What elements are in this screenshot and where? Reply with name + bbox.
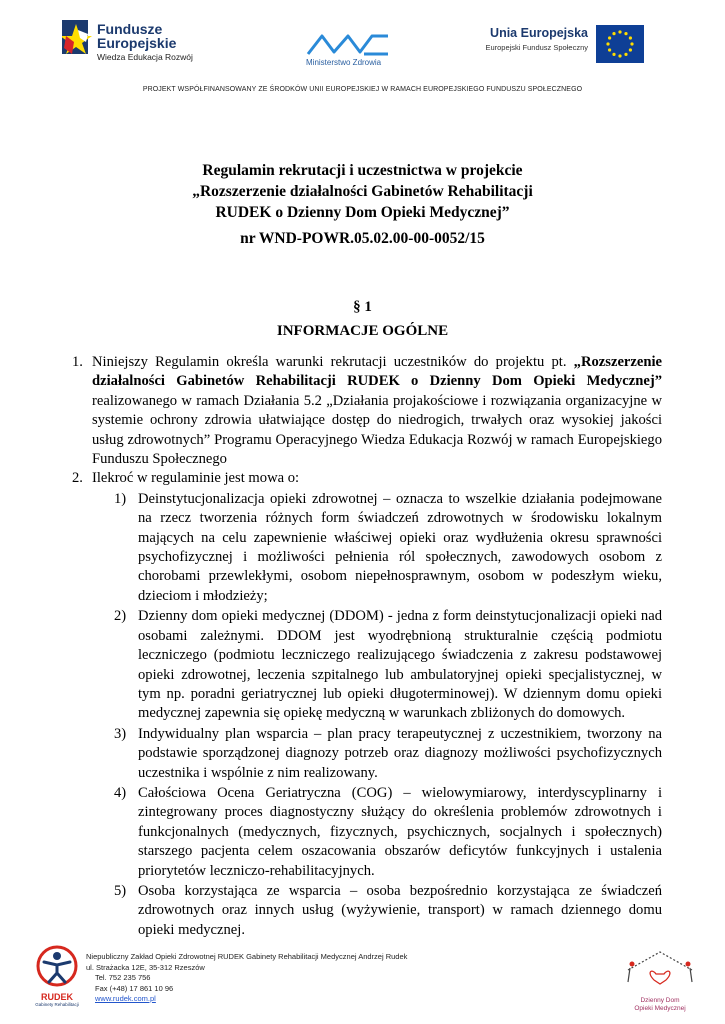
definition-number: 1): [114, 490, 127, 507]
unia-europejska-text: [484, 26, 588, 52]
footer-tel: Tel. 752 235 756: [95, 973, 151, 982]
item2-text: Ilekroć w regulaminie jest mowa o:: [92, 470, 300, 487]
section-heading: INFORMACJE OGÓLNE: [276, 323, 449, 339]
definition-text: Dzienny dom opieki medycznej (DDOM) - jedna z form deinstytucjonalizacji opieki nad osobami zależnymi. DDOM jest wyodrębnioną strukturalnie częścią podmiotu leczniczego (podmiotu leczniczego realizującego świadczenia z zakresu podstawowej opieki zdrowotnej, leczenia szpitalnego lub ambulatoryjnej opieki specjalistycznej, w tym np. poradni geriatrycznej lub opieki długoterminowej). W dziennym domu opieki medycznej zapewnia się opiekę medyczną w warunkach zbliżonych do domowych.: [138, 608, 662, 722]
footer-website-link[interactable]: www.rudek.com.pl: [95, 994, 156, 1003]
fundusze-europejskie-text: [97, 22, 193, 61]
fe-line1: Fundusze: [97, 21, 163, 37]
list-item-number: 2.: [72, 470, 83, 487]
rudek-figure-icon: [32, 944, 82, 988]
definition-number: 5): [114, 882, 127, 899]
definition-item: [72, 607, 662, 723]
section-symbol: § 1: [353, 299, 372, 315]
item1-text-b: realizowanego w ramach Działania 5.2 „Działania projakościowe i rozwiązania organizacyjne w systemie ochrony zdrowia ułatwiające dostęp do niedrogich, trwałych oraz wysokiej jakości usług zdrowotnych” Programu Operacyjnego Wiedza Edukacja Rozwój w ramach Europejskiego Funduszu Społecznego: [92, 392, 662, 468]
mz-wave-icon: [304, 30, 394, 58]
definition-number: 4): [114, 784, 127, 801]
definitions-list: [72, 490, 662, 940]
footer-company: Niepubliczny Zakład Opieki Zdrowotnej RUDEK Gabinety Rehabilitacji Medycznej Andrzej Rudek: [86, 952, 408, 961]
definition-text: Indywidualny plan wsparcia – plan pracy terapeutycznej z uczestnikiem, tworzony na podstawie sporządzonej diagnozy potrzeb oraz diagnozy możliwości psychofizycznych uczestnika i wspólnie z nim realizowany.: [138, 725, 662, 781]
footer-street: ul. Strażacka 12E, 35-312 Rzeszów: [86, 962, 205, 972]
fe-line3: Wiedza Edukacja Rozwój: [97, 51, 193, 62]
rudek-logo-sub: Gabinety Rehabilitacji: [35, 1002, 79, 1007]
fe-line2: Europejskie: [97, 35, 177, 52]
title-line2: „Rozszerzenie działalności Gabinetów Rehabilitacji: [192, 183, 533, 200]
definition-item: [72, 490, 662, 606]
ddom-house-icon: [620, 948, 700, 992]
eu-flag: [596, 25, 644, 63]
definition-item: [72, 725, 662, 783]
title-line1: Regulamin rekrutacji i uczestnictwa w projekcie: [202, 162, 523, 179]
ministerstwo-zdrowia-caption: Ministerstwo Zdrowia: [306, 58, 382, 67]
title-line3: RUDEK o Dzienny Dom Opieki Medycznej”: [215, 204, 510, 221]
document-title: [0, 160, 725, 223]
list-item-2: [72, 469, 662, 488]
definition-item: [72, 882, 662, 940]
rudek-logo-name: RUDEK: [40, 992, 73, 1002]
project-cofinanced-line: PROJEKT WSPÓŁFINANSOWANY ZE ŚRODKÓW UNII EUROPEJSKIEJ W RAMACH EUROPEJSKIEGO FUNDUSZU SPOŁECZNEGO: [142, 86, 583, 93]
ue-line2: Europejski Fundusz Społeczny: [485, 43, 588, 52]
definition-number: 2): [114, 608, 127, 625]
rudek-logo: [32, 944, 82, 1007]
eu-flag-icon: [596, 25, 644, 63]
definition-text: Deinstytucjonalizacja opieki zdrowotnej – oznacza to wszelkie działania podejmowane na rzecz tworzenia różnych form świadczeń zdrowotnych w środowisku lokalnym mających na celu zapewnienie właściwej opieki oraz wydłużenia okresu sprawności psychofizycznej i możliwości pełnienia ról społecznych, zawodowych osobom z chorobami przewlekłymi, osobom niepełnosprawnym, osobom w podeszłym wieku, dzieciom i młodzieży;: [138, 490, 662, 604]
definition-item: [72, 784, 662, 881]
definition-number: 3): [114, 725, 127, 742]
definition-text: Całościowa Ocena Geriatryczna (COG) – wielowymiarowy, interdyscyplinarny i zintegrowany proces diagnostyczny służący do określenia problemów zdrowotnych i funkcjonalnych (medycznych, fizycznych, psychicznych, socjalnych i społecznych) starszego pacjenta celem oszacowania obszarów deficytów funkcyjnych i ustalenia priorytetów leczniczo-rehabilitacyjnych.: [138, 784, 662, 879]
ddom-logo-line1: Dzienny Dom: [640, 997, 680, 1004]
ue-line1: Unia Europejska: [490, 26, 588, 40]
definition-text: Osoba korzystająca ze wsparcia – osoba bezpośrednio korzystająca ze świadczeń zdrowotnych oraz innych usług (wyżywienie, transport) w ramach dziennego domu opieki medycznej.: [138, 882, 662, 938]
footer-fax: Fax (+48) 17 861 10 96: [95, 983, 174, 993]
project-number: nr WND-POWR.05.02.00-00-0052/15: [240, 230, 485, 247]
footer-address: [86, 952, 407, 1005]
document-body: [72, 353, 662, 940]
ddom-logo: [620, 948, 700, 1012]
item1-text-a: Niniejszy Regulamin określa warunki rekrutacji uczestników do projektu pt.: [92, 354, 574, 370]
list-item-number: 1.: [72, 354, 83, 370]
list-item-1: [72, 353, 662, 469]
fundusze-star-icon: [62, 16, 96, 56]
item1-project-name: „Rozszerzenie działalności Gabinetów Rehabilitacji RUDEK o Dzienny Dom Opieki Medycznej”: [92, 354, 662, 390]
ddom-logo-line2: Opieki Medycznej: [634, 1004, 686, 1012]
